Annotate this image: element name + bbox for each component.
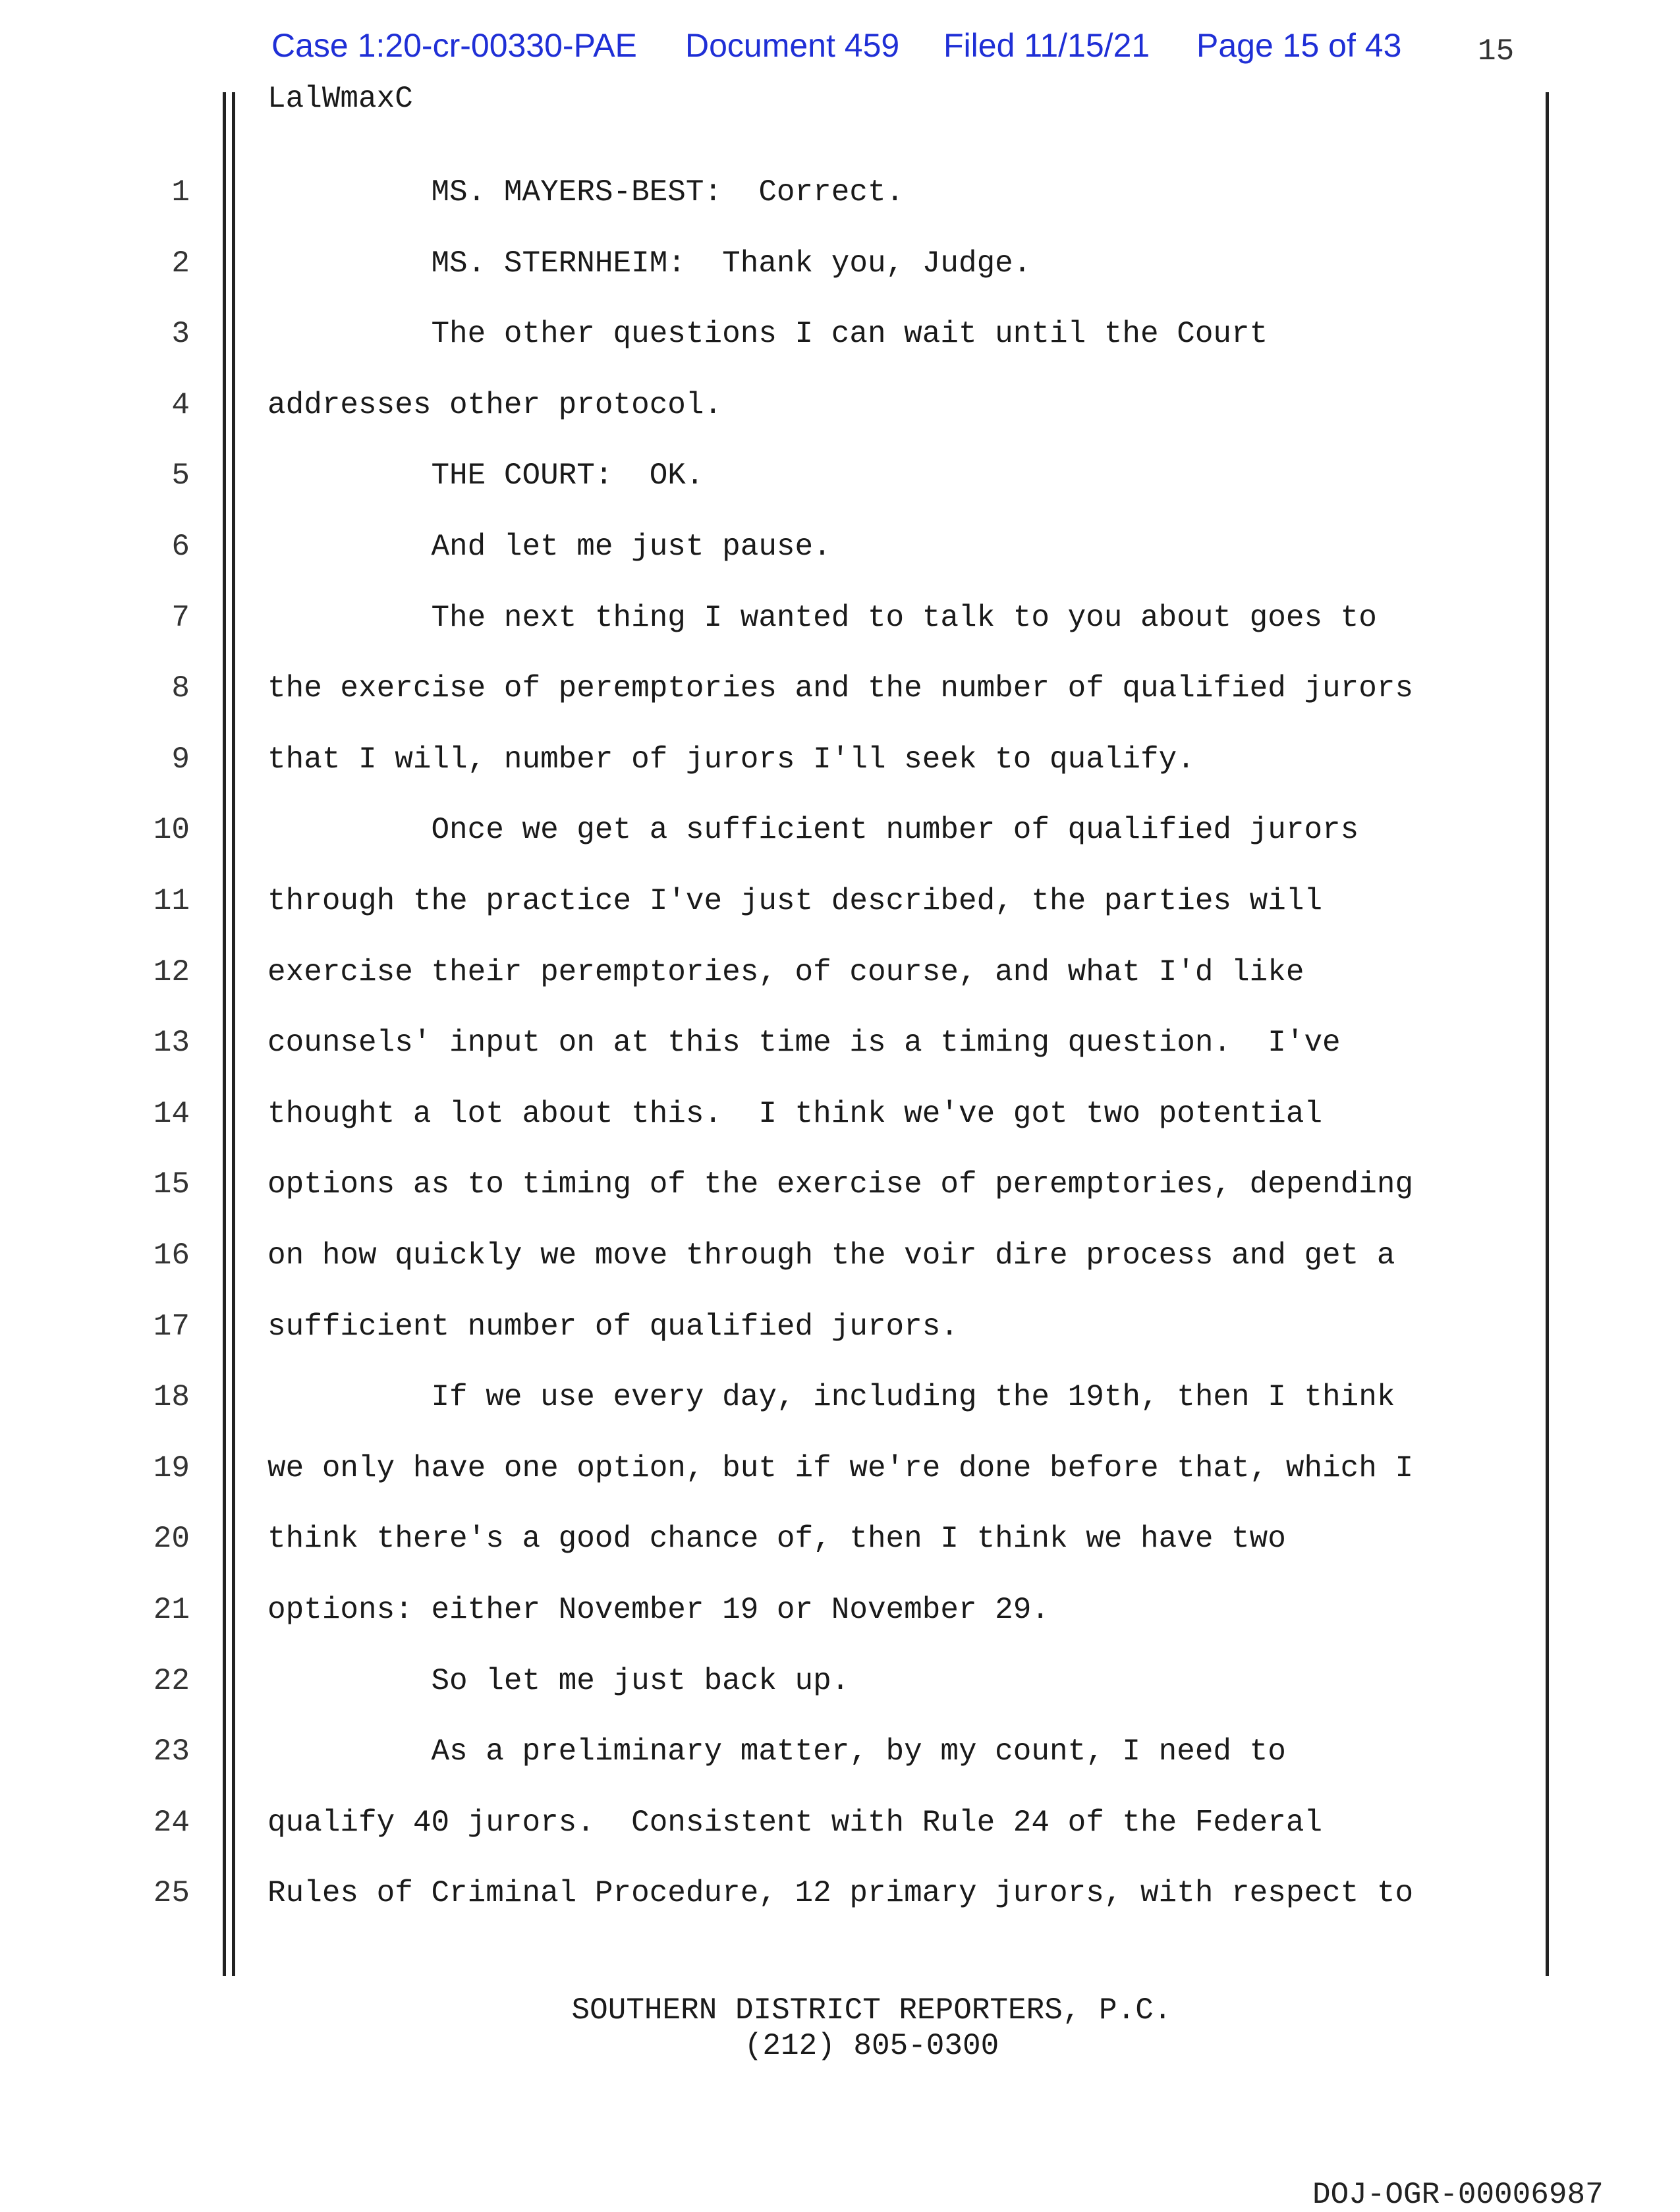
line-number: 13 — [153, 1026, 190, 1060]
filed-date: Filed 11/15/21 — [943, 27, 1150, 64]
reporter-phone: (212) 805-0300 — [744, 2029, 999, 2063]
transcript-line: counsels' input on at this time is a timing question. I've — [267, 1026, 1341, 1060]
page-of-total: Page 15 of 43 — [1196, 27, 1402, 64]
transcript-line: Once we get a sufficient number of qualified jurors — [267, 813, 1359, 847]
transcript-line: that I will, number of jurors I'll seek to qualify. — [267, 742, 1195, 777]
case-number: Case 1:20-cr-00330-PAE — [271, 27, 637, 64]
transcript-line: The other questions I can wait until the Court — [267, 317, 1268, 351]
line-number: 8 — [171, 671, 190, 705]
transcript-line: As a preliminary matter, by my count, I need to — [267, 1734, 1286, 1769]
transcript-line: the exercise of peremptories and the number of qualified jurors — [267, 671, 1414, 705]
transcript-line: Rules of Criminal Procedure, 12 primary jurors, with respect to — [267, 1876, 1414, 1910]
transcript-line: think there's a good chance of, then I think we have two — [267, 1522, 1286, 1556]
transcript-line: through the practice I've just described, the parties will — [267, 884, 1323, 918]
transcript-id: LalWmaxC — [267, 82, 413, 116]
line-number: 17 — [153, 1310, 190, 1344]
page-number: 15 — [1478, 34, 1515, 69]
transcript-line: thought a lot about this. I think we've got two potential — [267, 1097, 1323, 1131]
line-number: 6 — [171, 530, 190, 564]
transcript-line: exercise their peremptories, of course, and what I'd like — [267, 955, 1304, 989]
line-number: 25 — [153, 1876, 190, 1910]
line-number: 20 — [153, 1522, 190, 1556]
line-number: 11 — [153, 884, 190, 918]
line-number: 15 — [153, 1167, 190, 1202]
line-number: 19 — [153, 1451, 190, 1485]
left-margin-rule-inner — [232, 92, 235, 1976]
transcript-line: qualify 40 jurors. Consistent with Rule 24 of the Federal — [267, 1806, 1323, 1840]
transcript-line: The next thing I wanted to talk to you about goes to — [267, 601, 1377, 635]
transcript-line: If we use every day, including the 19th, then I think — [267, 1380, 1395, 1414]
line-number: 5 — [171, 458, 190, 493]
line-number: 22 — [153, 1664, 190, 1698]
line-number: 24 — [153, 1806, 190, 1840]
transcript-line: options as to timing of the exercise of peremptories, depending — [267, 1167, 1414, 1202]
transcript-line: THE COURT: OK. — [267, 458, 704, 493]
right-margin-rule — [1546, 92, 1549, 1976]
line-number: 2 — [171, 246, 190, 281]
transcript-line: options: either November 19 or November 29. — [267, 1593, 1050, 1627]
transcript-line: So let me just back up. — [267, 1664, 850, 1698]
line-number: 1 — [171, 175, 190, 209]
line-number: 4 — [171, 388, 190, 422]
left-margin-rule — [223, 92, 226, 1976]
bates-number: DOJ-OGR-00006987 — [1312, 2178, 1604, 2212]
transcript-line: we only have one option, but if we're done before that, which I — [267, 1451, 1414, 1485]
transcript-line: addresses other protocol. — [267, 388, 723, 422]
line-number: 14 — [153, 1097, 190, 1131]
line-number: 21 — [153, 1593, 190, 1627]
line-number: 9 — [171, 742, 190, 777]
line-number: 16 — [153, 1238, 190, 1273]
transcript-line: sufficient number of qualified jurors. — [267, 1310, 959, 1344]
transcript-line: on how quickly we move through the voir dire process and get a — [267, 1238, 1395, 1273]
line-number: 12 — [153, 955, 190, 989]
ecf-header — [0, 26, 1680, 79]
document-number: Document 459 — [685, 27, 900, 64]
transcript-line: MS. MAYERS-BEST: Correct. — [267, 175, 905, 209]
reporter-name: SOUTHERN DISTRICT REPORTERS, P.C. — [571, 1993, 1172, 2028]
line-number: 10 — [153, 813, 190, 847]
line-number: 7 — [171, 601, 190, 635]
transcript-line: And let me just pause. — [267, 530, 831, 564]
line-number: 18 — [153, 1380, 190, 1414]
line-number: 3 — [171, 317, 190, 351]
transcript-line: MS. STERNHEIM: Thank you, Judge. — [267, 246, 1032, 281]
line-number: 23 — [153, 1734, 190, 1769]
